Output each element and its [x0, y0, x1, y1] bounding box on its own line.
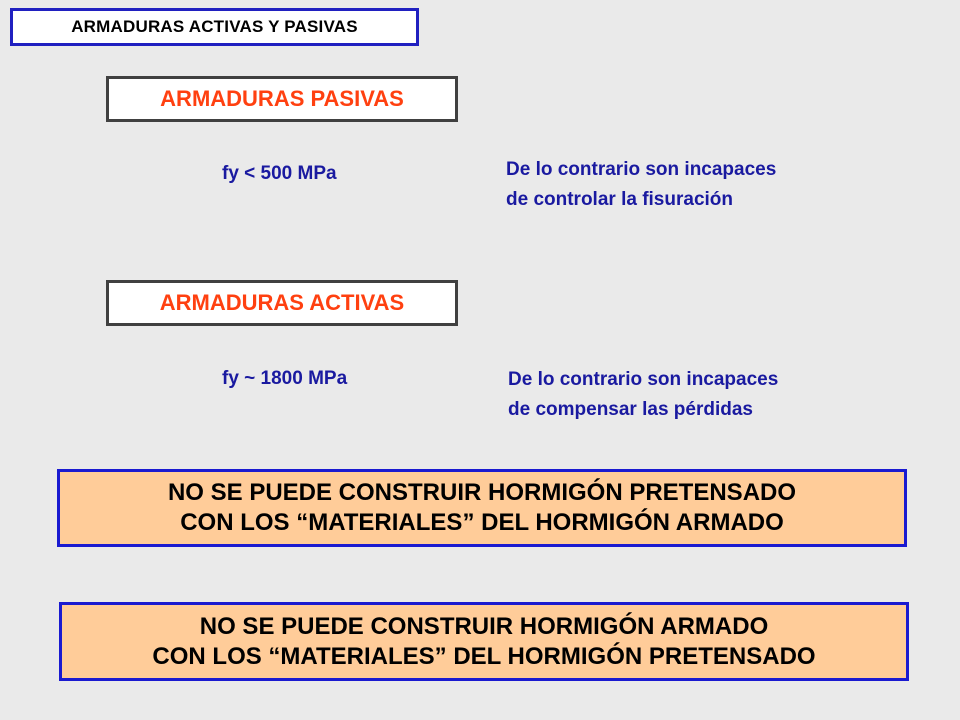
conclusion-1-line2: CON LOS “MATERIALES” DEL HORMIGÓN ARMADO	[180, 509, 784, 536]
pasivas-note	[506, 155, 776, 215]
pasivas-note-line1: De lo contrario son incapaces	[506, 159, 777, 180]
activas-note-line2: de compensar las pérdidas	[508, 399, 753, 420]
activas-heading-box	[106, 280, 458, 326]
activas-note	[508, 365, 778, 425]
pasivas-fy: fy < 500 MPa	[222, 163, 337, 184]
conclusion-2-line2: CON LOS “MATERIALES” DEL HORMIGÓN PRETENSADO	[152, 642, 816, 670]
conclusion-box-2	[59, 602, 909, 681]
conclusion-1-line1: NO SE PUEDE CONSTRUIR HORMIGÓN PRETENSADO	[167, 479, 797, 506]
slide-title-text: ARMADURAS ACTIVAS Y PASIVAS	[71, 17, 358, 36]
activas-heading: ARMADURAS ACTIVAS	[159, 290, 405, 315]
pasivas-heading: ARMADURAS PASIVAS	[160, 86, 404, 111]
pasivas-heading-box	[106, 76, 458, 122]
activas-note-line1: De lo contrario son incapaces	[508, 369, 779, 390]
conclusion-2-line1: NO SE PUEDE CONSTRUIR HORMIGÓN ARMADO	[199, 612, 769, 640]
pasivas-note-line2: de controlar la fisuración	[506, 189, 733, 210]
conclusion-box-1	[57, 469, 907, 547]
activas-fy: fy ~ 1800 MPa	[222, 368, 348, 389]
slide-title	[10, 8, 419, 46]
